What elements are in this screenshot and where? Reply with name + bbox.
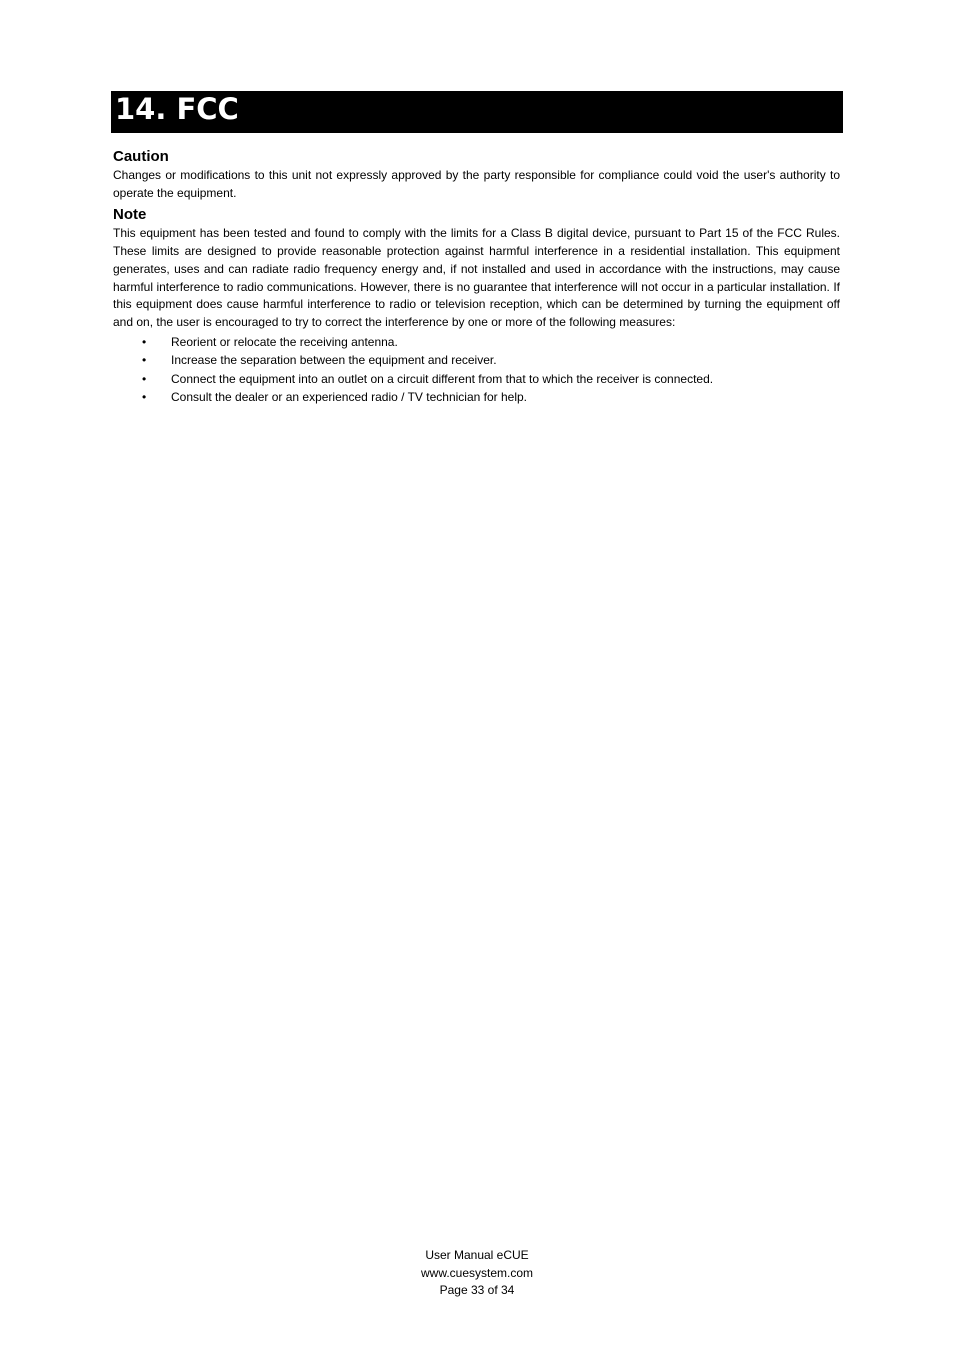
list-item — [113, 370, 840, 389]
list-item-text: Reorient or relocate the receiving antenna. — [171, 334, 398, 349]
note-text: This equipment has been tested and found to comply with the limits for a Class B digital device, pursuant to Part 15 of the FCC Rules. These limits are designed to provide reasonable protection against harmful interference in a residential installation. This equipment generates, uses and can radiate radio frequency energy and, if not installed and used in accordance with the instructions, may cause harmful interference to radio communications. However, there is no guarantee that interference will not occur in a particular installation. If this equipment does cause harmful interference to radio or television reception, which can be determined by turning the equipment off and on, the user is encouraged to try to correct the interference by one or more of the following measures: — [113, 226, 840, 329]
list-item-text: Increase the separation between the equipment and receiver. — [171, 353, 497, 368]
caution-heading: Caution — [113, 148, 169, 165]
list-item — [113, 333, 840, 352]
bullet-icon: • — [142, 390, 147, 405]
footer-manual-title: User Manual eCUE — [425, 1248, 529, 1262]
footer-website: www.cuesystem.com — [420, 1265, 534, 1280]
footer-page-number: Page 33 of 34 — [439, 1283, 515, 1298]
list-item — [113, 351, 840, 370]
chapter-header-bar — [111, 91, 843, 133]
list-item-text: Consult the dealer or an experienced radio / TV technician for help. — [171, 390, 527, 405]
chapter-title: 14. FCC — [115, 92, 239, 126]
page-footer — [0, 1247, 954, 1300]
list-item — [113, 388, 840, 407]
list-item-text: Connect the equipment into an outlet on a circuit different from that to which the receiver is connected. — [171, 371, 714, 386]
bullet-icon: • — [142, 334, 147, 349]
page-content — [113, 147, 840, 407]
note-heading: Note — [113, 206, 147, 224]
caution-text: Changes or modifications to this unit not expressly approved by the party responsible for compliance could void the user's authority to operate the equipment. — [113, 168, 840, 200]
bullet-icon: • — [142, 353, 147, 368]
measures-list — [113, 333, 840, 407]
bullet-icon: • — [142, 371, 147, 386]
